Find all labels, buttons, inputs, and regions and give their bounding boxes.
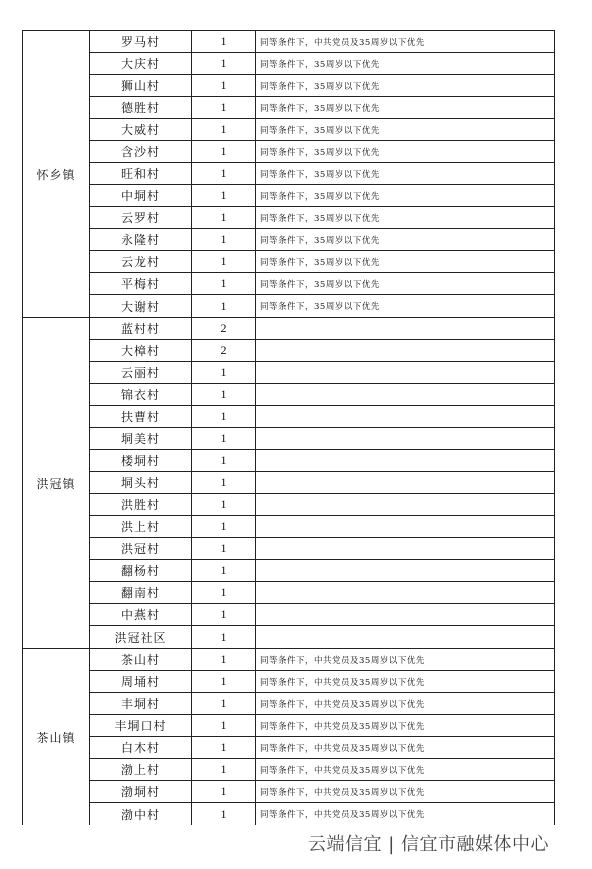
table-row — [89, 649, 555, 671]
position-count: 1 — [192, 715, 256, 736]
table-row — [89, 671, 555, 693]
village-name: 渤上村 — [90, 759, 192, 780]
town-group — [22, 30, 555, 317]
village-name: 大威村 — [90, 119, 192, 140]
position-count: 1 — [192, 31, 256, 52]
priority-note — [256, 626, 554, 648]
position-count: 1 — [192, 671, 256, 692]
position-count: 1 — [192, 406, 256, 427]
village-name: 洪冠村 — [90, 538, 192, 559]
position-count: 1 — [192, 538, 256, 559]
priority-note: 同等条件下，35周岁以下优先 — [260, 257, 380, 268]
table-row — [89, 362, 555, 384]
table-row — [89, 604, 555, 626]
priority-note: 同等条件下，35周岁以下优先 — [260, 235, 380, 246]
priority-note: 同等条件下，35周岁以下优先 — [260, 279, 380, 290]
priority-note: 同等条件下，中共党员及35周岁以下优先 — [260, 743, 425, 754]
position-count: 1 — [192, 737, 256, 758]
priority-note: 同等条件下，35周岁以下优先 — [260, 81, 380, 92]
table-row — [89, 715, 555, 737]
position-count: 1 — [192, 494, 256, 515]
priority-note — [256, 384, 554, 405]
village-name: 楼垌村 — [90, 450, 192, 471]
table-row — [89, 384, 555, 406]
table-row — [89, 582, 555, 604]
table-row — [89, 318, 555, 340]
position-count: 1 — [192, 119, 256, 140]
position-count: 1 — [192, 803, 256, 825]
priority-note — [256, 604, 554, 625]
village-name: 中垌村 — [90, 185, 192, 206]
table-row — [89, 626, 555, 648]
table-row — [89, 97, 555, 119]
position-count: 1 — [192, 781, 256, 802]
village-name: 渤垌村 — [90, 781, 192, 802]
position-count: 1 — [192, 53, 256, 74]
village-name: 渤中村 — [90, 803, 192, 825]
village-name: 垌头村 — [90, 472, 192, 493]
town-group — [22, 648, 555, 825]
table-row — [89, 494, 555, 516]
priority-note — [256, 318, 554, 339]
watermark: 云端信宜 | 信宜市融媒体中心 — [308, 834, 550, 855]
priority-note: 同等条件下，35周岁以下优先 — [260, 59, 380, 70]
table-row — [89, 516, 555, 538]
table-row — [89, 251, 555, 273]
village-name: 德胜村 — [90, 97, 192, 118]
village-name: 洪上村 — [90, 516, 192, 537]
priority-note: 同等条件下，35周岁以下优先 — [260, 213, 380, 224]
village-name: 蓝村村 — [90, 318, 192, 339]
village-name: 永隆村 — [90, 229, 192, 250]
table-row — [89, 472, 555, 494]
priority-note — [256, 560, 554, 581]
table-row — [89, 737, 555, 759]
position-count: 2 — [192, 318, 256, 339]
priority-note — [256, 582, 554, 603]
table-row — [89, 340, 555, 362]
table-row — [89, 406, 555, 428]
position-count: 1 — [192, 163, 256, 184]
village-table — [22, 30, 555, 825]
priority-note: 同等条件下，中共党员及35周岁以下优先 — [260, 677, 425, 688]
position-count: 1 — [192, 295, 256, 317]
village-name: 洪冠社区 — [90, 626, 192, 648]
village-name: 翻杨村 — [90, 560, 192, 581]
table-row — [89, 450, 555, 472]
position-count: 1 — [192, 229, 256, 250]
position-count: 1 — [192, 560, 256, 581]
village-name: 翻南村 — [90, 582, 192, 603]
priority-note — [256, 494, 554, 515]
priority-note: 同等条件下，35周岁以下优先 — [260, 125, 380, 136]
priority-note: 同等条件下，中共党员及35周岁以下优先 — [260, 37, 425, 48]
table-row — [89, 428, 555, 450]
village-name: 中燕村 — [90, 604, 192, 625]
village-name: 云龙村 — [90, 251, 192, 272]
priority-note — [256, 538, 554, 559]
position-count: 1 — [192, 516, 256, 537]
table-row — [89, 119, 555, 141]
priority-note — [256, 472, 554, 493]
table-row — [89, 163, 555, 185]
village-name: 茶山村 — [90, 649, 192, 670]
priority-note: 同等条件下，中共党员及35周岁以下优先 — [260, 655, 425, 666]
village-name: 丰垌村 — [90, 693, 192, 714]
village-name: 洪胜村 — [90, 494, 192, 515]
priority-note: 同等条件下，中共党员及35周岁以下优先 — [260, 810, 425, 820]
priority-note: 同等条件下，中共党员及35周岁以下优先 — [260, 765, 425, 776]
village-name: 云罗村 — [90, 207, 192, 228]
village-name: 含沙村 — [90, 141, 192, 162]
position-count: 1 — [192, 251, 256, 272]
priority-note — [256, 340, 554, 361]
village-name: 狮山村 — [90, 75, 192, 96]
table-row — [89, 185, 555, 207]
village-name: 锦衣村 — [90, 384, 192, 405]
village-name: 平梅村 — [90, 273, 192, 294]
position-count: 1 — [192, 604, 256, 625]
village-name: 大樟村 — [90, 340, 192, 361]
position-count: 1 — [192, 428, 256, 449]
table-row — [89, 53, 555, 75]
priority-note: 同等条件下，中共党员及35周岁以下优先 — [260, 787, 425, 798]
village-name: 扶曹村 — [90, 406, 192, 427]
priority-note: 同等条件下，35周岁以下优先 — [260, 147, 380, 158]
position-count: 1 — [192, 450, 256, 471]
table-row — [89, 759, 555, 781]
priority-note — [256, 516, 554, 537]
position-count: 1 — [192, 582, 256, 603]
priority-note: 同等条件下，35周岁以下优先 — [260, 103, 380, 114]
village-name: 旺和村 — [90, 163, 192, 184]
table-row — [89, 693, 555, 715]
table-row — [89, 538, 555, 560]
position-count: 1 — [192, 759, 256, 780]
position-count: 1 — [192, 626, 256, 648]
village-name: 白木村 — [90, 737, 192, 758]
village-name: 周埇村 — [90, 671, 192, 692]
table-row — [89, 273, 555, 295]
position-count: 2 — [192, 340, 256, 361]
town-group — [22, 317, 555, 648]
table-row — [89, 75, 555, 97]
town-name: 洪冠镇 — [22, 318, 89, 648]
village-name: 大谢村 — [90, 295, 192, 317]
position-count: 1 — [192, 384, 256, 405]
position-count: 1 — [192, 207, 256, 228]
position-count: 1 — [192, 75, 256, 96]
priority-note: 同等条件下，中共党员及35周岁以下优先 — [260, 699, 425, 710]
position-count: 1 — [192, 97, 256, 118]
position-count: 1 — [192, 649, 256, 670]
priority-note — [256, 450, 554, 471]
town-name: 怀乡镇 — [22, 31, 89, 317]
position-count: 1 — [192, 693, 256, 714]
village-name: 大庆村 — [90, 53, 192, 74]
village-name: 罗马村 — [90, 31, 192, 52]
town-name: 茶山镇 — [22, 649, 89, 825]
priority-note — [256, 406, 554, 427]
position-count: 1 — [192, 273, 256, 294]
priority-note: 同等条件下，35周岁以下优先 — [260, 302, 380, 312]
table-row — [89, 207, 555, 229]
priority-note: 同等条件下，中共党员及35周岁以下优先 — [260, 721, 425, 732]
table-row — [89, 141, 555, 163]
priority-note — [256, 362, 554, 383]
position-count: 1 — [192, 362, 256, 383]
village-name: 云丽村 — [90, 362, 192, 383]
priority-note: 同等条件下，35周岁以下优先 — [260, 191, 380, 202]
position-count: 1 — [192, 185, 256, 206]
table-row — [89, 31, 555, 53]
table-row — [89, 781, 555, 803]
table-row — [89, 803, 555, 825]
village-name: 丰垌口村 — [90, 715, 192, 736]
table-row — [89, 560, 555, 582]
priority-note: 同等条件下，35周岁以下优先 — [260, 169, 380, 180]
position-count: 1 — [192, 141, 256, 162]
priority-note — [256, 428, 554, 449]
table-row — [89, 229, 555, 251]
village-name: 垌美村 — [90, 428, 192, 449]
position-count: 1 — [192, 472, 256, 493]
table-row — [89, 295, 555, 317]
